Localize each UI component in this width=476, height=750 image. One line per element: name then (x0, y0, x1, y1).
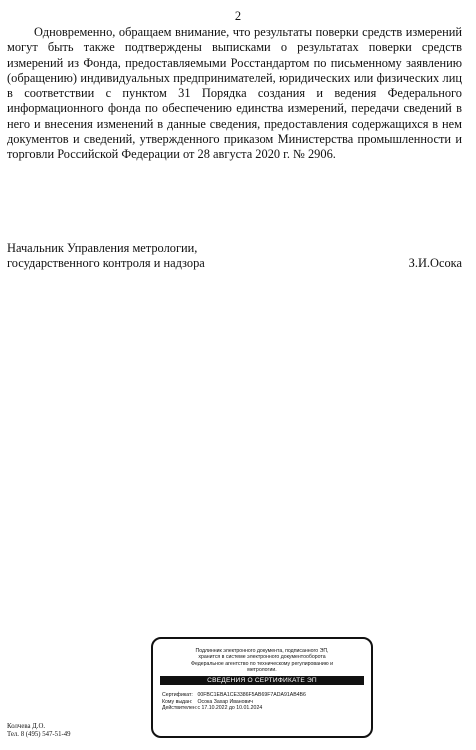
valid-label: Действителен: (162, 705, 198, 711)
executor-info (7, 723, 71, 739)
stamp-header-line: хранится в системе электронного документооборота (198, 654, 326, 661)
stamp-header-line: Подлинник электронного документа, подписанного ЭП, (195, 648, 329, 654)
certificate-label: Сертификат: (162, 692, 193, 699)
body-paragraph (7, 25, 462, 163)
stamp-valid-row (162, 705, 362, 711)
issued-to-label: Кому выдан: (162, 698, 193, 705)
signer-position-line1: Начальник Управления метрологии, (7, 241, 198, 255)
executor-phone: Тел. 8 (495) 547-51-49 (7, 731, 71, 738)
electronic-signature-stamp (151, 637, 373, 738)
valid-value: с 17.10.2022 до 10.01.2024 (197, 705, 263, 711)
stamp-details (162, 692, 362, 711)
body-paragraph-text: Одновременно, обращаем внимание, что результаты поверки средств измерений могут быть также подтверждены выписками о результатах поверки средств измерений из Фонда, предоставляемыми Росстандартом по письменному заявлению (обращению) индивидуальных предпринимателей, юридических или физических лиц в соответствии с пунктом 31 Порядка создания и ведения Федерального информационного фонда по обеспечению единства измерений, передачи сведений в него и внесения изменений в данные сведения, предоставления содержащихся в нем документов и сведений, утвержденного приказом Министерства промышленности и торговли Российской Федерации от 28 августа 2020 г. № 2906. (7, 25, 462, 162)
stamp-header-line: Федеральное агентство по техническому регулированию и (191, 660, 333, 667)
stamp-banner: СВЕДЕНИЯ О СЕРТИФИКАТЕ ЭП (160, 676, 364, 685)
certificate-value: 00FBC1EBA1CE3386F5AB69F7ADA91AB4B6 (197, 692, 306, 699)
signer-name: З.И.Осока (408, 255, 462, 270)
issued-to-value: Осока Захар Иванович (197, 698, 253, 705)
stamp-header-line: метрологии. (247, 666, 277, 673)
signer-position-line2: государственного контроля и надзора (7, 255, 205, 270)
executor-name: Колчева Д.О. (7, 723, 46, 730)
page-number: 2 (234, 9, 242, 23)
signature-block (7, 241, 462, 270)
stamp-header (153, 648, 371, 673)
